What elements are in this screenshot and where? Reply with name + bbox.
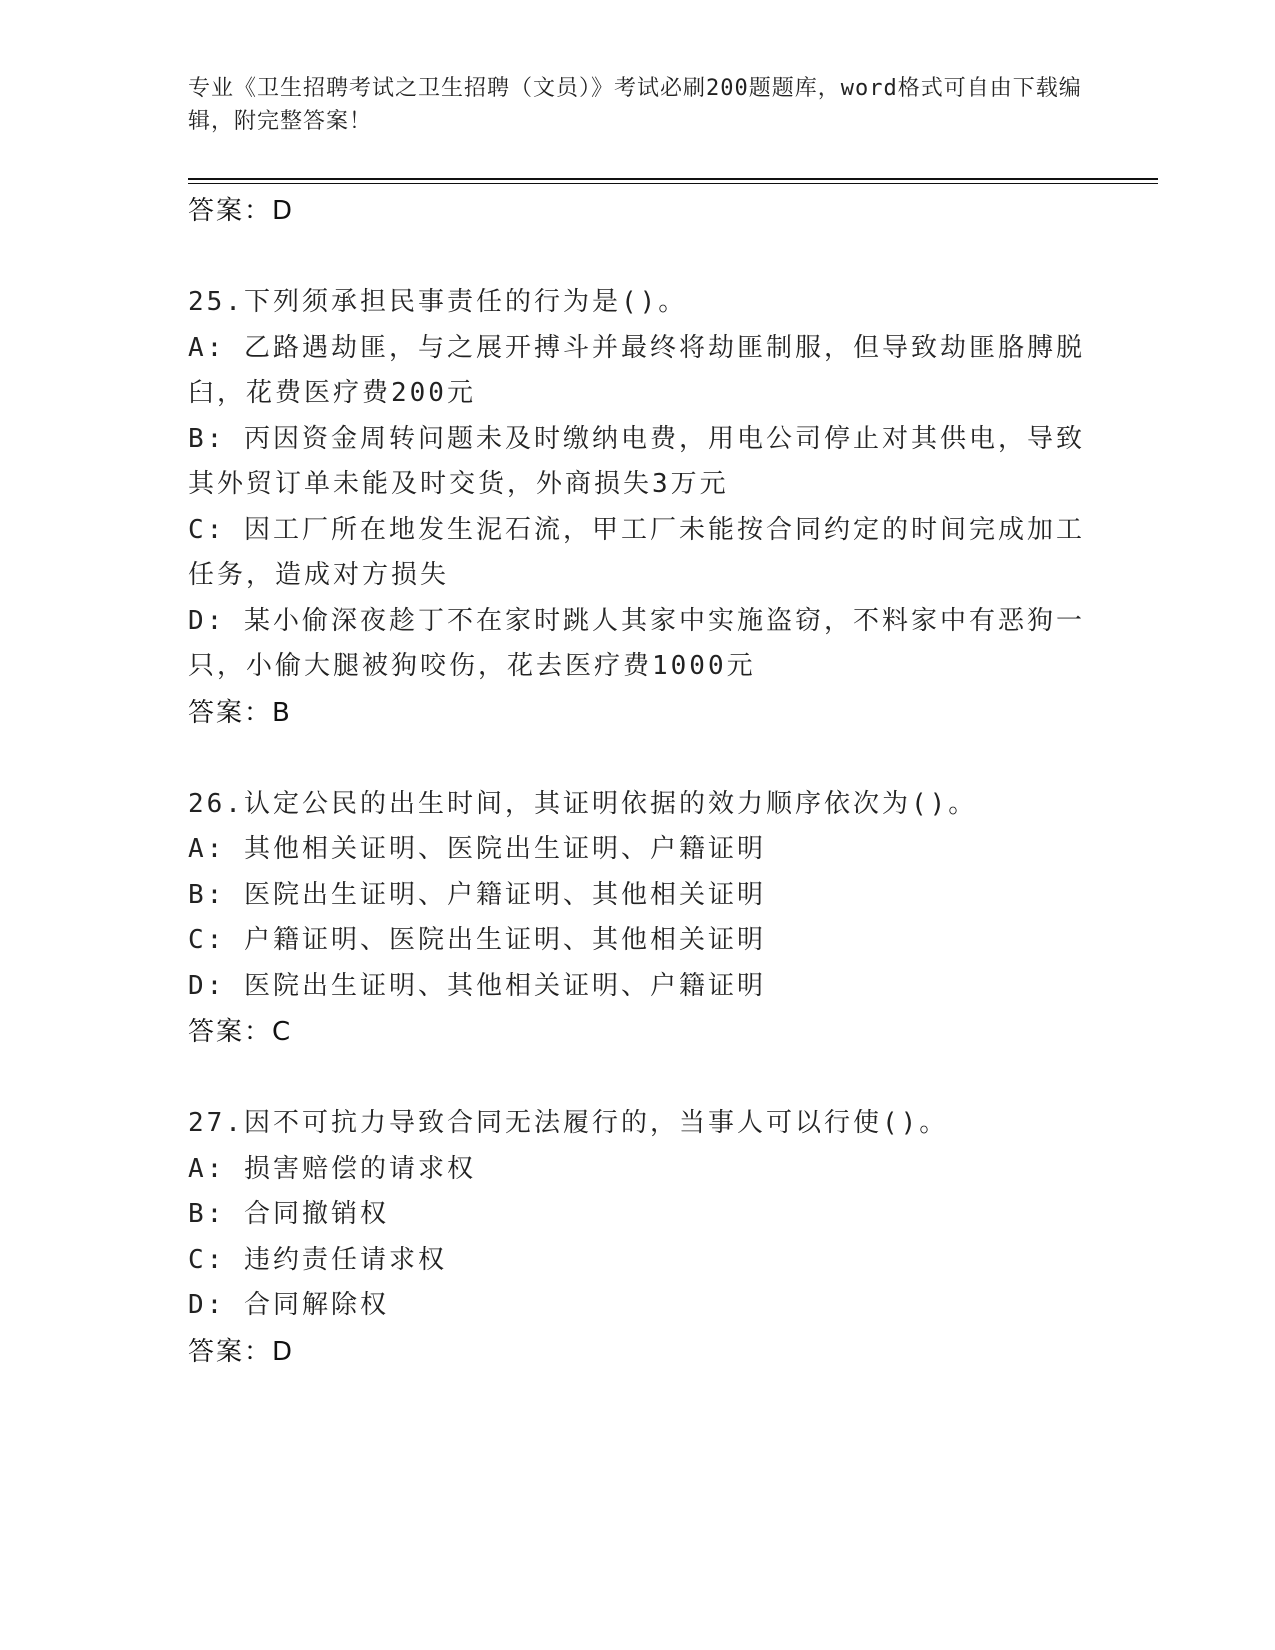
question-27	[188, 1101, 1088, 1375]
question-stem: 27.因不可抗力导致合同无法履行的，当事人可以行使()。	[188, 1108, 949, 1138]
answer-line: 答案：D	[188, 196, 295, 226]
option-d: D: 合同解除权	[188, 1290, 389, 1320]
answer-line: 答案：C	[188, 1017, 293, 1047]
option-d: D: 某小偷深夜趁丁不在家时跳人其家中实施盗窃，不料家中有恶狗一只，小偷大腿被狗咬伤，花去医疗费1000元	[188, 605, 1085, 681]
document-header: 专业《卫生招聘考试之卫生招聘（文员）》考试必刷200题题库，word格式可自由下载编辑，附完整答案！	[188, 76, 1082, 134]
option-a: A: 损害赔偿的请求权	[188, 1153, 476, 1184]
document-body	[188, 188, 1088, 1375]
option-c: C: 违约责任请求权	[188, 1244, 447, 1275]
option-c: C: 因工厂所在地发生泥石流，甲工厂未能按合同约定的时间完成加工任务，造成对方损失	[188, 514, 1085, 590]
option-b: B: 丙因资金周转问题未及时缴纳电费，用电公司停止对其供电，导致其外贸订单未能及时交货，外商损失3万元	[188, 423, 1085, 499]
option-a: A: 乙路遇劫匪，与之展开搏斗并最终将劫匪制服，但导致劫匪胳膊脱臼，花费医疗费200元	[188, 332, 1085, 408]
question-stem: 26.认定公民的出生时间，其证明依据的效力顺序依次为()。	[188, 788, 978, 819]
question-stem: 25.下列须承担民事责任的行为是()。	[188, 287, 688, 317]
answer-line: 答案：B	[188, 697, 292, 728]
question-25	[188, 280, 1088, 736]
option-a: A: 其他相关证明、医院出生证明、户籍证明	[188, 834, 766, 864]
question-26	[188, 782, 1088, 1056]
option-c: C: 户籍证明、医院出生证明、其他相关证明	[188, 925, 766, 955]
option-b: B: 医院出生证明、户籍证明、其他相关证明	[188, 879, 766, 910]
answer-line: 答案：D	[188, 1336, 295, 1367]
option-b: B: 合同撤销权	[188, 1199, 389, 1229]
header-rule-thin	[188, 183, 1158, 184]
option-d: D: 医院出生证明、其他相关证明、户籍证明	[188, 970, 766, 1001]
header-rule-thick	[188, 178, 1158, 180]
